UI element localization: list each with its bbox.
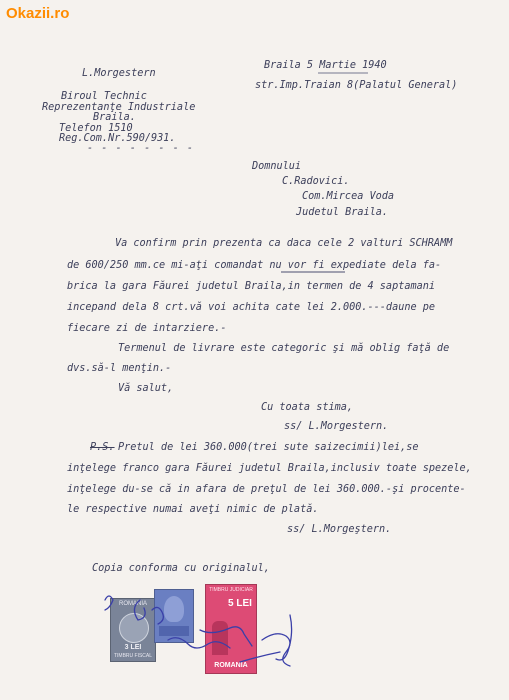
registry-number: Reg.Com.Nr.590/931. [59, 133, 176, 144]
body-line: Va confirm prin prezenta ca daca cele 2 valturi SCHRAMM [115, 238, 453, 249]
body-line: brica la gara Făurei judetul Braila,in termen de 4 saptamani [67, 281, 436, 292]
stamp-label-top: ROMANIA [118, 601, 147, 607]
ps-line: inţelege du-se că in afara de preţul de lei 360.000.-şi procente- [67, 484, 466, 495]
letter-date: Braila 5 Martie 1940 [264, 60, 387, 71]
body-line: dvs.să-l menţin.- [67, 363, 172, 374]
body-line: incepand dela 8 crt.vă voi achita cate lei 2.000.---daune pe [67, 302, 436, 313]
office-city: Braila. [93, 112, 136, 123]
office-line-2: Reprezentanţe Industriale [42, 102, 196, 113]
body-line: Termenul de livrare este categoric şi mă oblig faţă de [118, 343, 450, 354]
recipient-county: Judetul Braila. [296, 207, 389, 218]
copy-note: Copia conforma cu originalul, [92, 563, 270, 574]
stamp-label-bottom: ROMANIA [214, 662, 248, 669]
greeting: Vă salut, [118, 383, 174, 394]
stamp-value: 3 LEI [124, 644, 142, 651]
watermark-logo: Okazii.ro [6, 5, 70, 22]
body-line: de 600/250 mm.ce mi-aţi comandat nu vor fi expediate dela fa- [67, 260, 442, 271]
body-line: fiecare zi de intarziere.- [67, 323, 227, 334]
sender-name: L.Morgestern [82, 68, 156, 79]
phone: Telefon 1510 [59, 123, 133, 134]
stamp-label-bottom: TIMBRU FISCAL [113, 653, 153, 659]
office-line-1: Biroul Technic [61, 91, 147, 102]
ps-line: Pretul de lei 360.000(trei sute saizecimii)lei,se [118, 442, 419, 453]
stamp-label-top: TIMBRU JUDICIAR [209, 587, 253, 593]
closing: Cu toata stima, [261, 402, 354, 413]
sender-address: str.Imp.Traian 8(Palatul General) [255, 80, 458, 91]
divider-dashes: - - - - - - - - [87, 143, 195, 154]
ps-marker: P.S. [90, 442, 115, 453]
ps-line: inţelege franco gara Făurei judetul Braila,inclusiv toate spezele, [67, 463, 472, 474]
recipient-salutation: Domnului [252, 161, 302, 172]
signature-line: ss/ L.Morgeştern. [287, 524, 392, 535]
stamp-value: 5 LEI [228, 598, 252, 609]
recipient-commune: Com.Mircea Voda [302, 191, 395, 202]
recipient-name: C.Radovici. [282, 176, 350, 187]
signature-line: ss/ L.Morgestern. [284, 421, 389, 432]
ps-line: le respective numai aveţi nimic de plată. [67, 504, 319, 515]
